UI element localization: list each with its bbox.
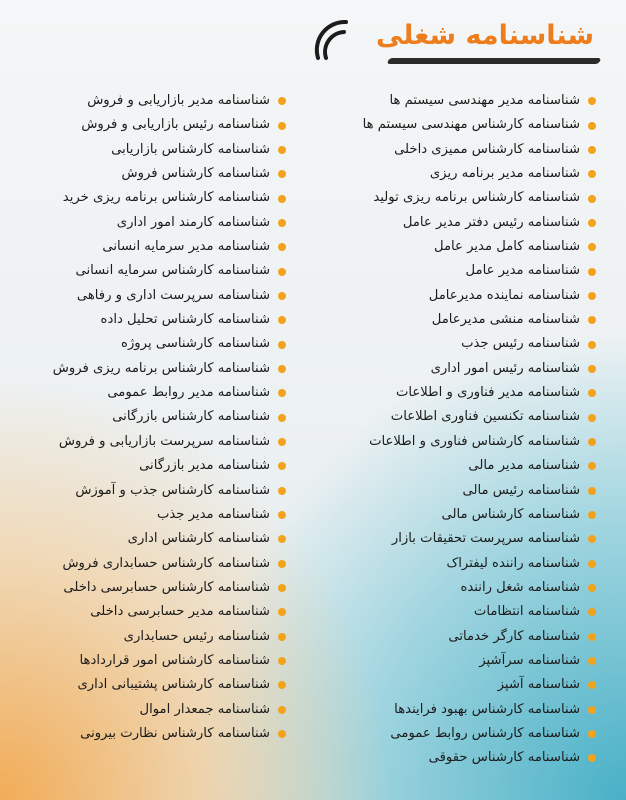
item-label: شناسنامه کارشناس برنامه ریزی خرید	[62, 190, 270, 206]
left-column-item	[0, 673, 286, 697]
bullet-icon	[588, 268, 596, 276]
right-column-item	[316, 454, 596, 478]
item-label: شناسنامه مدیر عامل	[465, 263, 580, 279]
bullet-icon	[278, 316, 286, 324]
right-column-item	[316, 89, 596, 113]
bullet-icon	[278, 170, 286, 178]
right-column-list	[316, 89, 596, 771]
bullet-icon	[588, 462, 596, 470]
left-column-item	[0, 430, 286, 454]
item-label: شناسنامه کارشناس حقوقی	[428, 750, 580, 766]
left-column-item	[0, 576, 286, 600]
item-label: شناسنامه منشی مدیرعامل	[431, 312, 580, 328]
left-column-item	[0, 600, 286, 624]
bullet-icon	[588, 584, 596, 592]
bullet-icon	[278, 487, 286, 495]
left-column-item	[0, 479, 286, 503]
bullet-icon	[278, 122, 286, 130]
right-column-item	[316, 332, 596, 356]
left-column-item	[0, 649, 286, 673]
item-label: شناسنامه رئیس مالی	[462, 482, 580, 498]
item-label: شناسنامه مدیر مالی	[468, 458, 580, 474]
right-column-item	[316, 625, 596, 649]
item-label: شناسنامه مدیر مهندسی سیستم ها	[389, 93, 580, 108]
bullet-icon	[278, 633, 286, 641]
bullet-icon	[278, 365, 286, 373]
bullet-icon	[278, 195, 286, 203]
item-label: شناسنامه کارشناس امور قراردادها	[79, 652, 270, 668]
bullet-icon	[588, 681, 596, 689]
item-label: شناسنامه سرپرست اداری و رفاهی	[76, 287, 270, 303]
title-underline	[387, 58, 602, 64]
left-column-item	[0, 552, 286, 576]
left-column-item	[0, 381, 286, 405]
item-label: شناسنامه کارشناس تحلیل داده	[100, 312, 270, 328]
item-label: شناسنامه مدیر روابط عمومی	[107, 385, 270, 401]
item-label: شناسنامه رئیس دفتر مدیر عامل	[402, 214, 580, 230]
bullet-icon	[278, 730, 286, 738]
item-label: شناسنامه جمعدار اموال	[139, 701, 270, 717]
item-label: شناسنامه مدیر جذب	[156, 506, 270, 522]
right-column-item	[316, 284, 596, 308]
bullet-icon	[588, 341, 596, 349]
bullet-icon	[278, 268, 286, 276]
bullet-icon	[588, 122, 596, 130]
bullet-icon	[278, 219, 286, 227]
bullet-icon	[278, 608, 286, 616]
right-column-item	[316, 405, 596, 429]
left-column-item	[0, 186, 286, 210]
right-column-item	[316, 600, 596, 624]
right-column-item	[316, 503, 596, 527]
right-column-item	[316, 235, 596, 259]
item-label: شناسنامه کارشناس سرمایه انسانی	[75, 263, 270, 279]
item-label: شناسنامه کارگر خدماتی	[448, 628, 580, 644]
right-column-item	[316, 722, 596, 746]
item-label: شناسنامه کارشناس مالی	[441, 506, 580, 522]
right-column-item	[316, 308, 596, 332]
bullet-icon	[278, 389, 286, 397]
item-label: شناسنامه مدیر حسابرسی داخلی	[90, 604, 270, 620]
item-label: شناسنامه کارشناس اداری	[127, 531, 270, 547]
bullet-icon	[278, 243, 286, 251]
item-label: شناسنامه مدیر برنامه ریزی	[429, 166, 580, 182]
item-label: شناسنامه سرپرست تحقیقات بازار	[391, 531, 580, 547]
bullet-icon	[588, 535, 596, 543]
bullet-icon	[278, 681, 286, 689]
item-label: شناسنامه مدیر فناوری و اطلاعات	[396, 385, 580, 401]
left-column-item	[0, 503, 286, 527]
bullet-icon	[278, 584, 286, 592]
item-label: شناسنامه کارمند امور اداری	[116, 214, 270, 230]
item-label: شناسنامه کارشناس روابط عمومی	[390, 725, 580, 741]
bullet-icon	[278, 292, 286, 300]
item-label: شناسنامه سرپرست بازاریابی و فروش	[58, 433, 270, 449]
bullet-icon	[278, 706, 286, 714]
item-label: شناسنامه مدیر سرمایه انسانی	[102, 239, 270, 255]
left-column-item	[0, 722, 286, 746]
signal-arcs-icon	[314, 14, 384, 64]
right-column-item	[316, 649, 596, 673]
bullet-icon	[588, 438, 596, 446]
right-column-item	[316, 746, 596, 770]
left-column-item	[0, 138, 286, 162]
left-column-item	[0, 357, 286, 381]
right-column-item	[316, 479, 596, 503]
item-label: شناسنامه رئیس جذب	[461, 336, 580, 352]
left-column-item	[0, 259, 286, 283]
bullet-icon	[278, 97, 286, 105]
item-label: شناسنامه کارشناس ممیزی داخلی	[394, 141, 580, 157]
left-column-item	[0, 284, 286, 308]
bullet-icon	[278, 414, 286, 422]
left-column-item	[0, 405, 286, 429]
bullet-icon	[588, 365, 596, 373]
left-column-item	[0, 308, 286, 332]
left-column-item	[0, 89, 286, 113]
item-label: شناسنامه کارشناس بازاریابی	[111, 141, 270, 157]
item-label: شناسنامه کارشناسی پروژه	[121, 336, 270, 352]
item-label: شناسنامه کارشناس پشتیبانی اداری	[77, 677, 270, 693]
item-label: شناسنامه کارشناس فناوری و اطلاعات	[369, 433, 580, 449]
left-column-item	[0, 625, 286, 649]
header	[306, 8, 606, 70]
item-label: شناسنامه رئیس حسابداری	[123, 628, 270, 644]
item-label: شناسنامه انتظامات	[473, 604, 580, 620]
item-label: شناسنامه رئیس امور اداری	[430, 360, 580, 376]
item-label: شناسنامه کارشناس فروش	[121, 166, 270, 182]
right-column-item	[316, 381, 596, 405]
left-column-item	[0, 698, 286, 722]
bullet-icon	[588, 633, 596, 641]
item-label: شناسنامه آشپز	[497, 677, 580, 693]
item-label: شناسنامه کامل مدیر عامل	[433, 239, 580, 255]
bullet-icon	[588, 170, 596, 178]
page-title: شناسنامه شغلی	[375, 20, 594, 51]
item-label: شناسنامه کارشناس مهندسی سیستم ها	[362, 117, 580, 133]
item-label: شناسنامه کارشناس جذب و آموزش	[75, 482, 270, 498]
item-label: شناسنامه کارشناس حسابرسی داخلی	[63, 579, 270, 595]
bullet-icon	[278, 511, 286, 519]
bullet-icon	[588, 389, 596, 397]
left-column-list	[0, 89, 286, 746]
bullet-icon	[588, 146, 596, 154]
item-label: شناسنامه کارشناس حسابداری فروش	[62, 555, 270, 571]
item-label: شناسنامه شغل راننده	[460, 579, 580, 595]
item-label: شناسنامه کارشناس برنامه ریزی تولید	[373, 190, 580, 206]
item-label: شناسنامه کارشناس بازرگانی	[112, 409, 270, 425]
bullet-icon	[588, 608, 596, 616]
item-label: شناسنامه مدیر بازاریابی و فروش	[87, 93, 270, 108]
item-label: شناسنامه مدیر بازرگانی	[139, 458, 270, 474]
left-column-item	[0, 113, 286, 137]
right-column-item	[316, 211, 596, 235]
item-label: شناسنامه رئیس بازاریابی و فروش	[81, 117, 270, 133]
right-column-item	[316, 552, 596, 576]
left-column-item	[0, 211, 286, 235]
left-column-item	[0, 332, 286, 356]
bullet-icon	[588, 730, 596, 738]
item-label: شناسنامه سرآشپز	[479, 652, 580, 668]
right-column-item	[316, 698, 596, 722]
item-label: شناسنامه کارشناس نظارت بیرونی	[80, 725, 270, 741]
bullet-icon	[588, 511, 596, 519]
bullet-icon	[278, 462, 286, 470]
right-column-item	[316, 186, 596, 210]
right-column-item	[316, 162, 596, 186]
right-column-item	[316, 673, 596, 697]
right-column-item	[316, 576, 596, 600]
bullet-icon	[278, 146, 286, 154]
bullet-icon	[278, 535, 286, 543]
bullet-icon	[588, 706, 596, 714]
bullet-icon	[588, 97, 596, 105]
item-label: شناسنامه کارشناس برنامه ریزی فروش	[52, 360, 270, 376]
bullet-icon	[588, 754, 596, 762]
bullet-icon	[588, 657, 596, 665]
bullet-icon	[278, 657, 286, 665]
bullet-icon	[588, 316, 596, 324]
right-column-item	[316, 259, 596, 283]
bullet-icon	[588, 560, 596, 568]
left-column-item	[0, 454, 286, 478]
left-column-item	[0, 235, 286, 259]
right-column-item	[316, 113, 596, 137]
bullet-icon	[278, 341, 286, 349]
right-column-item	[316, 527, 596, 551]
item-label: شناسنامه راننده لیفتراک	[446, 555, 580, 571]
bullet-icon	[588, 487, 596, 495]
left-column-item	[0, 527, 286, 551]
bullet-icon	[588, 292, 596, 300]
bullet-icon	[588, 195, 596, 203]
item-label: شناسنامه تکنسین فناوری اطلاعات	[390, 409, 580, 425]
item-label: شناسنامه کارشناس بهبود فرایندها	[394, 701, 580, 717]
bullet-icon	[588, 219, 596, 227]
bullet-icon	[588, 414, 596, 422]
item-label: شناسنامه نماینده مدیرعامل	[428, 287, 580, 303]
bullet-icon	[588, 243, 596, 251]
bullet-icon	[278, 438, 286, 446]
left-column-item	[0, 162, 286, 186]
bullet-icon	[278, 560, 286, 568]
right-column-item	[316, 357, 596, 381]
right-column-item	[316, 138, 596, 162]
right-column-item	[316, 430, 596, 454]
